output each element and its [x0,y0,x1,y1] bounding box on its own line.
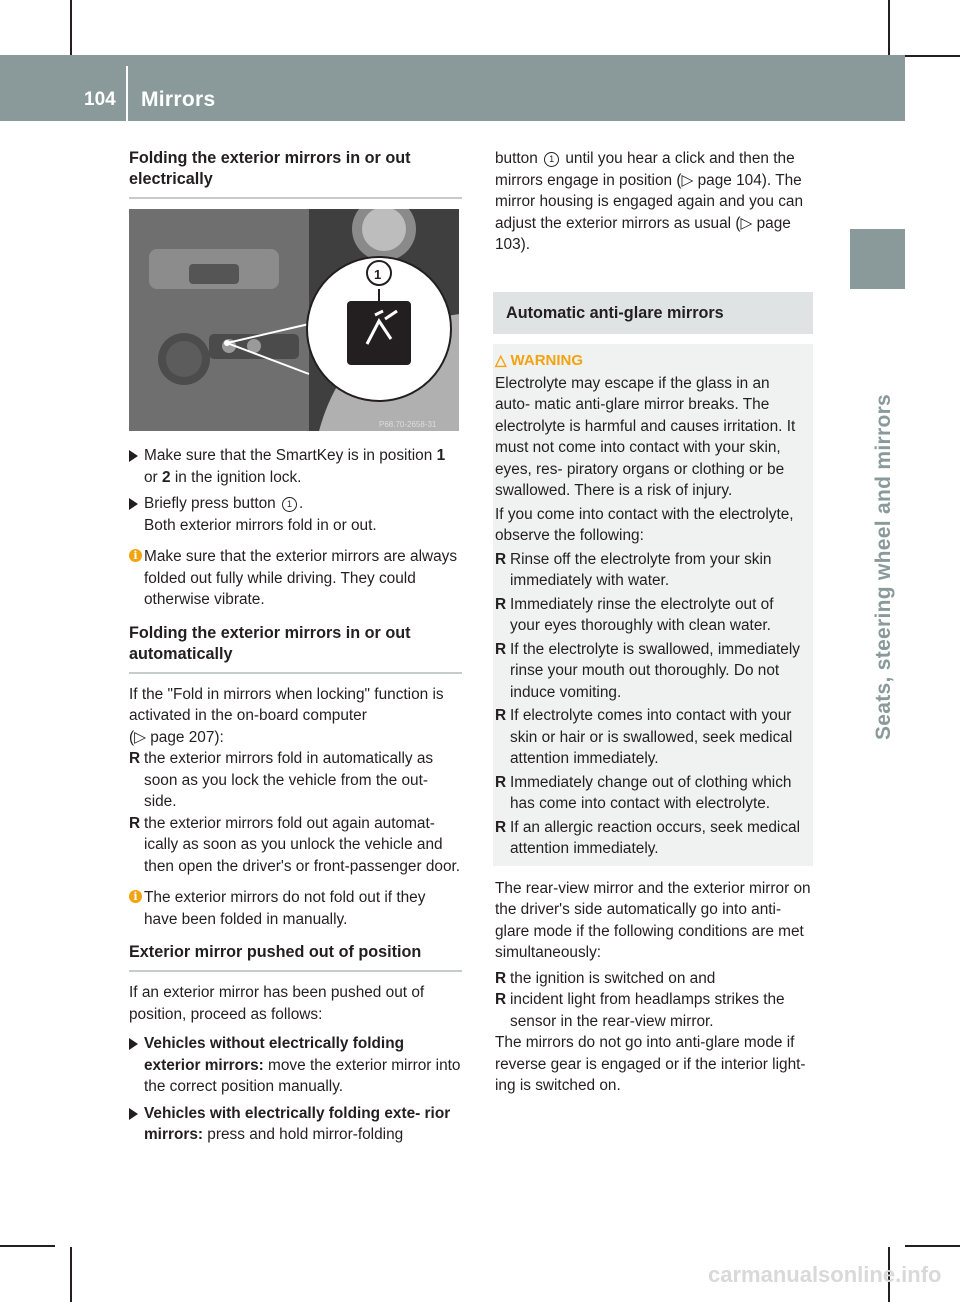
step-smartkey: Make sure that the SmartKey is in position 1 or 2 in the ignition lock. [129,445,462,488]
bullet-icon: R [495,773,507,791]
step-manual-mirrors: Vehicles without electrically folding exterior mirrors: move the exterior mirror into the correct position manually. [129,1033,462,1098]
step-arrow-icon [129,498,138,510]
bullet-icon: R [495,969,507,987]
heading-pushed-out: Exterior mirror pushed out of position [129,942,462,972]
step-press-button: Briefly press button 1 . Both exterior mirrors fold in or out. [129,493,462,536]
step-arrow-icon [129,1038,138,1050]
warning-title: △ WARNING [495,351,584,369]
list-item: R Immediately change out of clothing which has come into contact with electrolyte. [495,773,792,812]
figure-callout-number: 1 [374,267,382,282]
crop-mark [0,1245,55,1247]
crop-mark [905,55,960,57]
callout-circle-icon: 1 [282,497,297,512]
bullet-icon: R [129,750,141,767]
bullet-icon: R [495,640,507,658]
info-note-driving: i Make sure that the exterior mirrors are always folded out fully while driving. They could otherwise vibrate. [129,546,462,611]
bullet-icon: R [495,991,507,1008]
page-number: 104 [84,89,116,110]
section-title: Mirrors [141,88,216,111]
watermark: carmanualsonline.info [708,1262,942,1287]
crop-mark [888,0,890,55]
heading-fold-electric: Folding the exterior mirrors in or out electrically [129,148,462,199]
list-item: R Rinse off the electrolyte from your skin immediately with water. [495,550,772,589]
bullet-icon: R [495,818,507,836]
list-item: R the ignition is switched on and [495,968,813,990]
glare-outro: The mirrors do not go into anti-glare mode if reverse gear is engaged or if the interior light- ing is switched on. [495,1034,806,1094]
crop-mark [70,0,72,55]
pushed-intro: If an exterior mirror has been pushed out of position, proceed as follows: [129,984,425,1023]
list-item: R If an allergic reaction occurs, seek medical attention immediately. [495,818,800,857]
step-arrow-icon [129,450,138,462]
callout-circle-icon: 1 [544,152,559,167]
list-item: R the exterior mirrors fold out again automat- ically as soon as you unlock the vehicle and then open the driver's or front-passenger door. [129,814,461,875]
list-item: R Immediately rinse the electrolyte out of your eyes thoroughly with clean water. [495,595,774,634]
list-item: R the exterior mirrors fold in automatically as soon as you lock the vehicle from the out- side. [129,750,434,810]
warning-text: If you come into contact with the electrolyte, observe the following: [495,505,794,544]
warning-box [493,344,813,866]
chapter-label: Seats, steering wheel and mirrors [872,393,895,740]
list-item: R If the electrolyte is swallowed, immediately rinse your mouth out thoroughly. Do not induce vomiting. [495,640,800,701]
bullet-icon: R [495,707,507,724]
right-column [495,148,813,1097]
bullet-icon: R [129,814,141,832]
step-arrow-icon [129,1108,138,1120]
header-divider [126,66,128,121]
crop-mark [70,1247,72,1302]
warning-triangle-icon: △ [495,351,507,369]
warning-text: Electrolyte may escape if the glass in an auto- matic anti-glare mirror breaks. The electrolyte is harmful and causes irritation. It must not come into contact with your skin, eyes, res- piratory organs or clothing or be swallowed. There is a risk of injury. [495,374,796,499]
glare-intro: The rear-view mirror and the exterior mirror on the driver's side automatically go into anti- glare mode if the following conditions are met simultaneously: [495,879,811,961]
door-switch-figure [129,209,459,431]
heading-fold-auto: Folding the exterior mirrors in or out automatically [129,623,462,674]
heading-anti-glare: Automatic anti-glare mirrors [493,292,813,334]
info-icon: i [129,890,142,903]
list-item: R If electrolyte comes into contact with your skin or hair or is swallowed, seek medical attention immediately. [495,707,793,767]
door-panel-illustration [129,209,459,431]
page-header [0,55,905,121]
bullet-icon: R [495,595,507,613]
info-icon: i [129,549,142,562]
list-item: R incident light from headlamps strikes the sensor in the rear-view mirror. [495,991,785,1030]
figure-code: P68.70-2658-31 [379,420,437,429]
left-column [129,148,462,1151]
crop-mark [905,1245,960,1247]
continued-text: button 1 until you hear a click and then the mirrors engage in position (▷ page 104). The mirror housing is engaged again and you can adjust the exterior mirrors as usual (▷ page 103). [495,150,804,253]
step-electric-mirrors: Vehicles with electrically folding exte- rior mirrors: press and hold mirror-folding [129,1103,462,1146]
auto-intro: If the "Fold in mirrors when locking" function is activated in the on-board computer (▷ page 207): [129,685,444,746]
info-note-manual: i The exterior mirrors do not fold out if they have been folded in manually. [129,887,462,930]
bullet-icon: R [495,550,507,568]
